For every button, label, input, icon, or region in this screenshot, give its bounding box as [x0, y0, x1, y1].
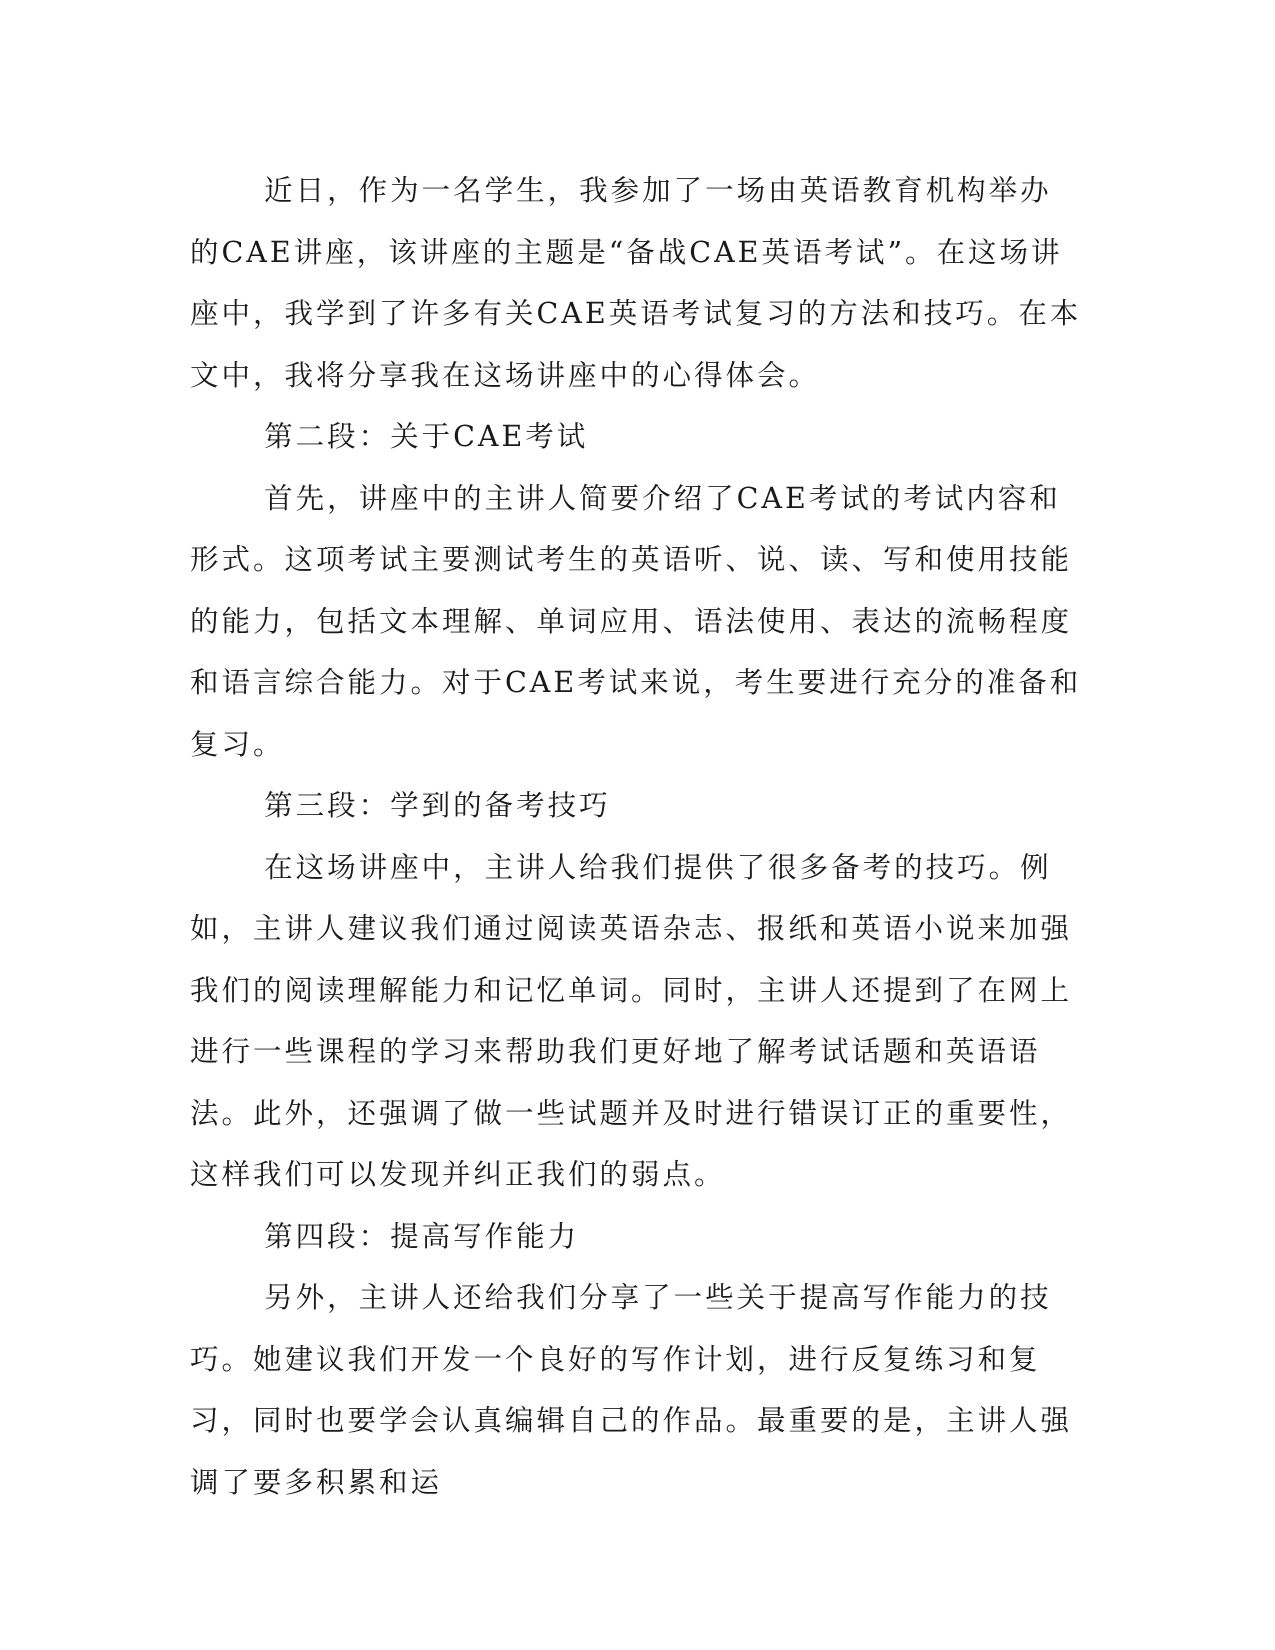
section-4-paragraph: 另外，主讲人还给我们分享了一些关于提高写作能力的技巧。她建议我们开发一个良好的写作计划，进行反复练习和复习，同时也要学会认真编辑自己的作品。最重要的是，主讲人强调了要多积累和运 [190, 1281, 1073, 1499]
section-heading-2: 第二段：关于CAE考试 [264, 420, 589, 453]
section-3-paragraph: 在这场讲座中，主讲人给我们提供了很多备考的技巧。例如，主讲人建议我们通过阅读英语杂志、报纸和英语小说来加强我们的阅读理解能力和记忆单词。同时，主讲人还提到了在网上进行一些课程的学习来帮助我们更好地了解考试话题和英语语法。此外，还强调了做一些试题并及时进行错误订正的重要性，这样我们可以发现并纠正我们的弱点。 [190, 850, 1073, 1191]
document-body [190, 160, 1082, 1513]
section-2-paragraph: 首先，讲座中的主讲人简要介绍了CAE考试的考试内容和形式。这项考试主要测试考生的英语听、说、读、写和使用技能的能力，包括文本理解、单词应用、语法使用、表达的流畅程度和语言综合能力。对于CAE考试来说，考生要进行充分的准备和复习。 [190, 481, 1082, 761]
intro-paragraph: 近日，作为一名学生，我参加了一场由英语教育机构举办的CAE讲座，该讲座的主题是“备战CAE英语考试”。在这场讲座中，我学到了许多有关CAE英语考试复习的方法和技巧。在本文中，我将分享我在这场讲座中的心得体会。 [190, 174, 1082, 392]
section-heading-3: 第三段：学到的备考技巧 [264, 789, 611, 822]
section-heading-4: 第四段：提高写作能力 [264, 1219, 580, 1253]
